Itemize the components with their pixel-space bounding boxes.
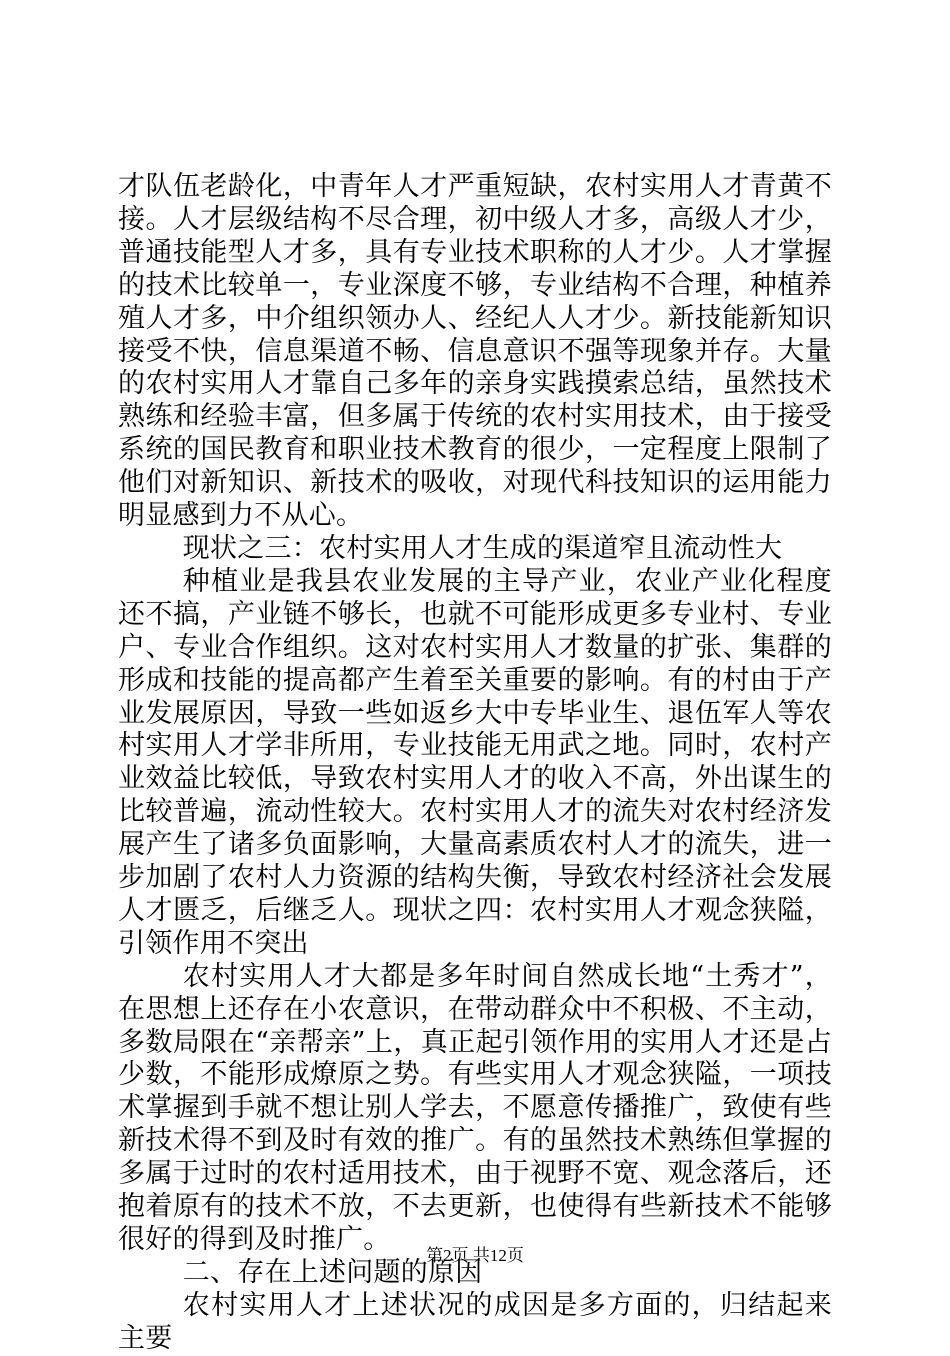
page-number-footer: 第2页 共12页: [426, 1246, 524, 1265]
heading-causes: 二、存在上述问题的原因: [182, 1256, 483, 1288]
paragraph-narrow-concept: 农村实用人才大都是多年时间自然成长地“土秀才”，在思想上还存在小农意识，在带动群众中不积极、不主动，多数局限在“亲帮亲”上，真正起引领作用的实用人才还是占少数，不能形成燎原之势。有些实用人才观念狭隘，一项技术掌握到手就不想让别人学去，不愿意传播推广，致使有些新技术得不到及时有效的推广。有的虽然技术熟练但掌握的多属于过时的农村适用技术，由于视野不宽、观念落后，还抱着原有的技术不放，不去更新，也使得有些新技术不能够很好的得到及时推广。: [118, 960, 832, 1255]
paragraph-causes-intro: 农村实用人才上述状况的成因是多方面的，归结起来主要: [118, 1289, 832, 1354]
paragraph-channel-mobility: 种植业是我县农业发展的主导产业，农业产业化程度还不搞，产业链不够长，也就不可能形成更多专业村、专业户、专业合作组织。这对农村实用人才数量的扩张、集群的形成和技能的提高都产生着至关重要的影响。有的村由于产业发展原因，导致一些如返乡大中专毕业生、退伍军人等农村实用人才学非所用，专业技能无用武之地。同时，农村产业效益比较低，导致农村实用人才的收入不高，外出谋生的比较普遍，流动性较大。农村实用人才的流失对农村经济发展产生了诸多负面影响，大量高素质农村人才的流失，进一步加剧了农村人力资源的结构失衡，导致农村经济社会发展人才匮乏，后继乏人。现状之四：农村实用人才观念狭隘，引领作用不突出: [118, 565, 832, 959]
paragraph-talent-structure: 才队伍老龄化，中青年人才严重短缺，农村实用人才青黄不接。人才层级结构不尽合理，初中级人才多，高级人才少，普通技能型人才多，具有专业技术职称的人才少。人才掌握的技术比较单一，专业深度不够，专业结构不合理，种植养殖人才多，中介组织领办人、经纪人人才少。新技能新知识接受不快，信息渠道不畅、信息意识不强等现象并存。大量的农村实用人才靠自己多年的亲身实践摸索总结，虽然技术熟练和经验丰富，但多属于传统的农村实用技术，由于接受系统的国民教育和职业技术教育的很少，一定程度上限制了他们对新知识、新技术的吸收，对现代科技知识的运用能力明显感到力不从心。: [118, 171, 832, 532]
document-body: [118, 171, 832, 1356]
heading-status-three: 现状之三：农村实用人才生成的渠道窄且流动性大: [182, 532, 783, 564]
